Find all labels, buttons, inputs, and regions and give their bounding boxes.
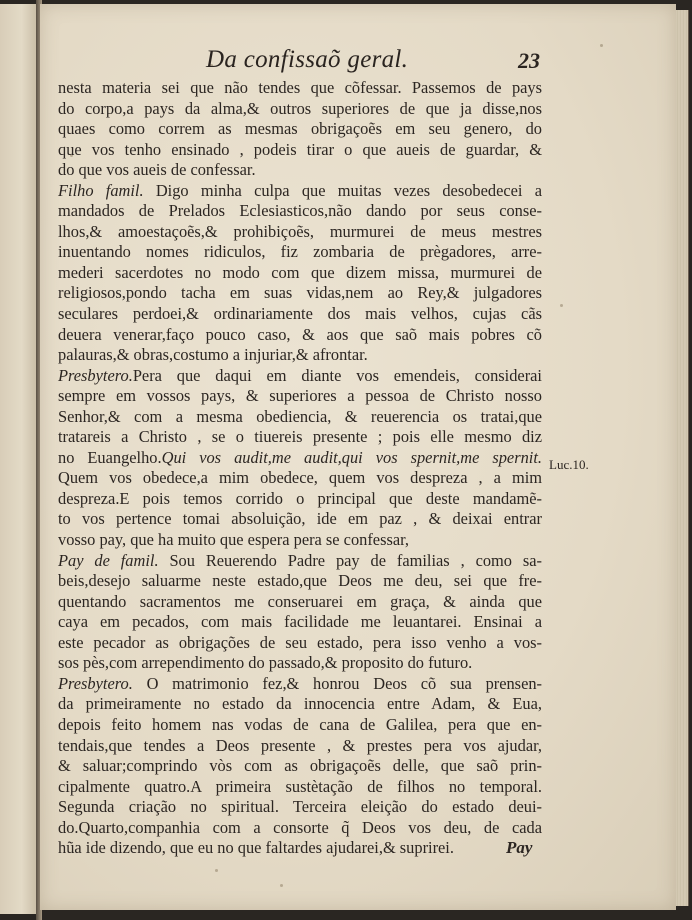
text-line bbox=[58, 530, 542, 551]
text-run: Pera que daqui em diante vos emendeis, considerai bbox=[132, 365, 542, 385]
text-run: beis,desejo saluarme neste estado,que Deos me deu, sei que fre- bbox=[58, 571, 542, 591]
page-number: 23 bbox=[518, 48, 540, 73]
page-header bbox=[200, 46, 548, 80]
speaker-label: Presbytero. bbox=[58, 673, 133, 693]
text-line bbox=[58, 571, 542, 592]
text-line bbox=[58, 407, 542, 428]
text-line bbox=[58, 448, 542, 469]
text-line bbox=[58, 592, 542, 613]
catchword: Pay bbox=[506, 838, 533, 857]
text-line bbox=[58, 777, 542, 798]
text-run: sos pès,com arrependimento do passado,& proposito do futuro. bbox=[58, 653, 473, 673]
text-line bbox=[58, 489, 542, 510]
text-line bbox=[58, 427, 542, 448]
text-line bbox=[58, 119, 542, 140]
text-line bbox=[58, 756, 542, 777]
text-run: hũa ide dizendo, que eu no que faltardes ajudarei,& suprirei. bbox=[58, 838, 454, 858]
latin-quote: Qui vos audit,me audit,qui vos spernit,me spernit. bbox=[161, 447, 542, 467]
text-line bbox=[58, 283, 542, 304]
text-line bbox=[58, 201, 542, 222]
text-run: mederi sacerdotes no modo com que dizem missa, murmurei de bbox=[58, 262, 542, 282]
text-line bbox=[58, 551, 542, 572]
text-run: despreza.E pois temos corrido o principal que deste mandamẽ- bbox=[58, 488, 542, 508]
text-run: quentando sacramentos me conseruarei em graça, & ainda que bbox=[58, 591, 542, 611]
text-line bbox=[58, 325, 542, 346]
text-run: Sou Reuerendo Padre pay de familias , como sa- bbox=[158, 550, 542, 570]
text-run: vosso pay, que ha muito que espera pera se confessar, bbox=[58, 530, 410, 550]
text-run: Quem vos obedece,a mim obedece, quem vos despreza , a mim bbox=[58, 468, 542, 488]
text-line bbox=[58, 509, 542, 530]
text-run: no Euangelho. bbox=[58, 447, 162, 467]
facing-page-edge bbox=[0, 4, 37, 914]
text-line bbox=[58, 160, 542, 181]
text-line bbox=[58, 242, 542, 263]
text-run: O matrimonio fez,& honrou Deos cõ sua prensen- bbox=[132, 673, 542, 693]
text-line bbox=[58, 633, 542, 654]
text-line bbox=[58, 736, 542, 757]
text-run: inuentando nomes ridiculos, fiz zombaria de prègadores, arre- bbox=[58, 242, 542, 262]
text-run: cipalmente quatro.A primeira sustètação de filhos no temporal. bbox=[58, 776, 542, 796]
text-line bbox=[58, 263, 542, 284]
speaker-label: Filho famil. bbox=[58, 180, 144, 200]
text-run: to vos pertence tomai absoluição, ide em paz , & deixai entrar bbox=[58, 509, 542, 529]
text-run: do que vos aueis de confessar. bbox=[58, 160, 256, 180]
speaker-label: Presbytero. bbox=[58, 365, 133, 385]
text-run: caya em pecados, com mais facilidade me leuantarei. Ensinai a bbox=[58, 612, 542, 632]
body-text bbox=[58, 78, 542, 859]
text-run: da primeiramente no estado da innocencia entre Adam, & Eua, bbox=[58, 694, 542, 714]
text-line bbox=[58, 674, 542, 695]
text-line bbox=[58, 797, 542, 818]
text-run: sempre em vossos pays, & superiores a pessoa de Christo nosso bbox=[58, 386, 542, 406]
text-line bbox=[58, 653, 542, 674]
text-run: do corpo,a pays da alma,& outros superiores de que ja disse,nos bbox=[58, 98, 542, 118]
text-line bbox=[58, 386, 542, 407]
speaker-label: Pay de famil. bbox=[58, 550, 159, 570]
text-run: depois feito homem nas vodas de cana de Galilea, pera que en- bbox=[58, 714, 542, 734]
text-line bbox=[58, 140, 542, 161]
text-line bbox=[58, 715, 542, 736]
text-run: deuera venerar,faço pouco caso, & aos que saõ mais pobres cõ bbox=[58, 324, 542, 344]
text-line bbox=[58, 468, 542, 489]
text-line bbox=[58, 694, 542, 715]
text-run: tratareis a Christo , se o tiuereis presente ; pois elle mesmo diz bbox=[58, 427, 542, 447]
text-run: tendais,que tendes a Deos presente , & prestes pera vos ajudar, bbox=[58, 735, 542, 755]
text-run: nesta materia sei que não tendes que cõfessar. Passemos de pays bbox=[58, 78, 542, 97]
text-line bbox=[58, 612, 542, 633]
text-line bbox=[58, 222, 542, 243]
text-run: palauras,& obras,costumo a injuriar,& afrontar. bbox=[58, 345, 368, 365]
text-line bbox=[58, 838, 542, 859]
text-run: seculares perdoei,& ordinariamente dos mais velhos, cujas cãs bbox=[58, 304, 542, 324]
marginal-note: Luc.10. bbox=[549, 457, 589, 472]
text-line bbox=[58, 818, 542, 839]
text-run: Segunda criação no spiritual. Terceira eleição do estado deui- bbox=[58, 797, 542, 817]
text-line bbox=[58, 366, 542, 387]
text-run: que vos tenho ensinado , podeis tirar o que aueis de guardar, & bbox=[58, 139, 542, 159]
text-line bbox=[58, 99, 542, 120]
text-run: do.Quarto,companhia com a consorte q̃ Deos vos deu, de cada bbox=[58, 817, 542, 837]
text-run: mandados de Prelados Eclesiasticos,não dando por seus conse- bbox=[58, 201, 542, 221]
text-run: & saluar;comprindo vòs com as obrigaçoẽs delle, que saõ prin- bbox=[58, 756, 542, 776]
text-line bbox=[58, 345, 542, 366]
text-line bbox=[58, 304, 542, 325]
text-line bbox=[58, 78, 542, 99]
text-run: quaes como correm as mesmas obrigaçoẽs em seu genero, do bbox=[58, 119, 542, 139]
text-run: religiosos,pondo tacha em suas vidas,nem ao Rey,& julgadores bbox=[58, 283, 542, 303]
text-run: Senhor,& com a mesma obediencia, & reuerencia os tratai,que bbox=[58, 406, 542, 426]
running-title: Da confissaõ geral. bbox=[206, 46, 409, 73]
text-run: Digo minha culpa que muitas vezes desobedecei a bbox=[143, 180, 542, 200]
text-line bbox=[58, 181, 542, 202]
page-stack-edge bbox=[676, 10, 689, 906]
text-run: este pecador as obrigações de seu estado, pera isso venho a vos- bbox=[58, 632, 542, 652]
text-run: lhos,& amoestaçoẽs,& prohibiçoẽs, murmurei de meus mestres bbox=[58, 221, 542, 241]
